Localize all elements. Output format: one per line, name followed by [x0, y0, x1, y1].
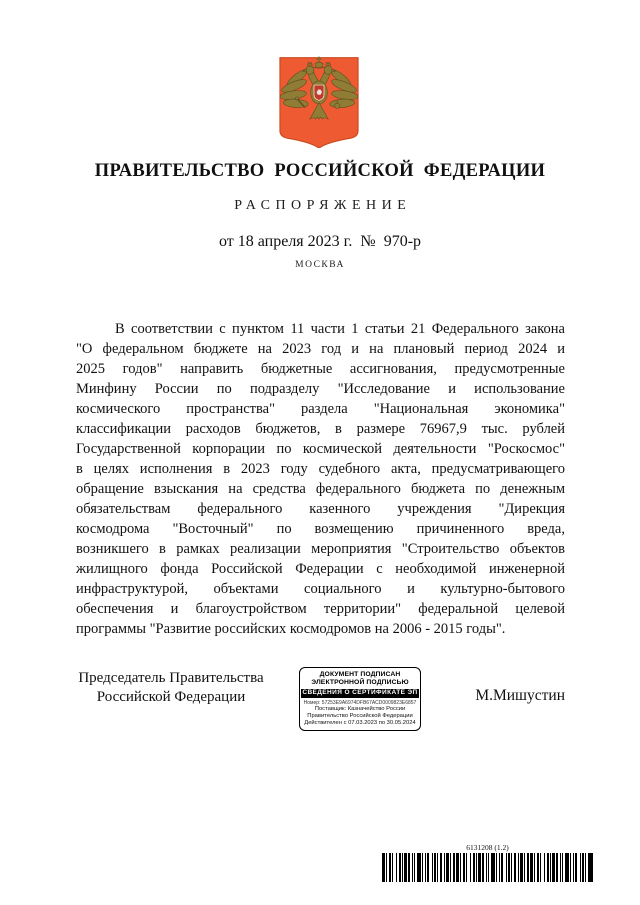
decree-body-text: [76, 319, 565, 639]
stamp-certificate-number: Номер: 57253E9A6974DFB67ACD0009823E6857: [303, 699, 417, 706]
body-line: Минфину России по подразделу "Исследование и использование: [76, 381, 565, 397]
body-line: обеспечения и благоустройством территории" федеральной целевой: [76, 601, 565, 617]
stamp-certificate-header: СВЕДЕНИЯ О СЕРТИФИКАТЕ ЭП: [302, 689, 418, 697]
stamp-signed-line2: ЭЛЕКТРОННОЙ ПОДПИСЬЮ: [311, 679, 409, 687]
stamp-provider: Поставщик: Казначейство России: [314, 705, 406, 712]
body-line: инфраструктурой, объектами социального и культурно-бытового: [76, 581, 565, 597]
russia-coat-of-arms-icon: [277, 56, 361, 149]
signer-title-line2: Российской Федерации: [96, 688, 246, 705]
digital-signature-stamp: [299, 667, 421, 731]
barcode-bars: [382, 853, 593, 882]
body-line: космического пространства" раздела "Национальная экономика": [76, 401, 565, 417]
body-line: обращение взыскания на средства федерального бюджета по денежным: [76, 481, 565, 497]
body-line: возникшего в рамках реализации мероприятия "Строительство объектов: [76, 541, 565, 557]
date-and-number-line: от 18 апреля 2023 г. № 970-р: [218, 233, 422, 250]
body-line: обязательствам федерального казенного учреждения "Дирекция: [76, 501, 565, 517]
issuer-name: ПРАВИТЕЛЬСТВО РОССИЙСКОЙ ФЕДЕРАЦИИ: [94, 161, 546, 181]
body-line: Государственной корпорации по космической деятельности "Роскосмос": [76, 441, 565, 457]
body-line: жилищного фонда Российской Федерации с необходимой инженерной: [76, 561, 565, 577]
body-line: в целях исполнения в 2023 году судебного акта, предусматривающего: [76, 461, 565, 477]
stamp-owner: Правительство Российской Федерации: [307, 713, 413, 720]
body-line: классификации расходов бюджетов, в размере 76967,9 тыс. рублей: [76, 421, 565, 437]
signer-title-line1: Председатель Правительства: [78, 670, 264, 686]
document-type-title: РАСПОРЯЖЕНИЕ: [234, 198, 412, 213]
body-line: программы "Развитие российских космодромов на 2006 - 2015 годы".: [76, 621, 506, 637]
body-line: космодрома "Восточный" по возмещению причиненного вреда,: [76, 521, 565, 537]
signer-name: М.Мишустин: [475, 687, 565, 704]
stamp-signed-line1: ДОКУМЕНТ ПОДПИСАН: [319, 671, 401, 678]
barcode-label: 6131208 (1.2): [466, 843, 509, 852]
body-line: В соответствии с пунктом 11 части 1 статьи 21 Федерального закона: [115, 321, 565, 337]
signer-title: [77, 669, 265, 706]
stamp-validity: Действителен с 07.03.2023 по 30.05.2024: [304, 720, 416, 727]
emblem-inner-shield: [314, 85, 324, 100]
body-line: 2025 годов" направить бюджетные ассигнования, предусмотренные: [76, 361, 565, 377]
body-line: "О федеральном бюджете на 2023 год и на плановый период 2024 и: [76, 341, 565, 357]
barcode: [382, 844, 593, 882]
city-label: МОСКВА: [295, 260, 345, 270]
